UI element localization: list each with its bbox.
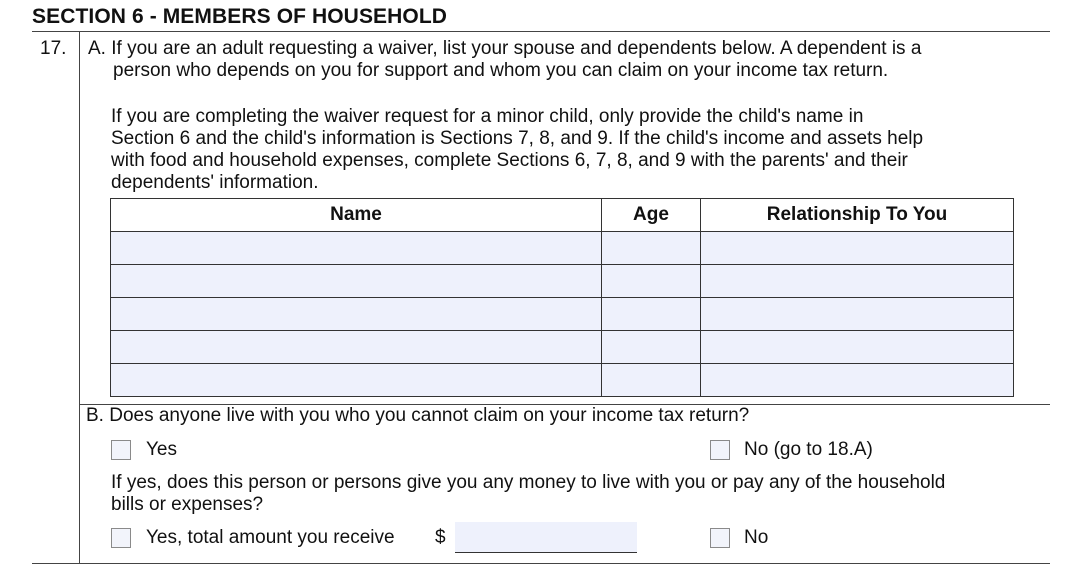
question-number: 17. (40, 38, 67, 59)
age-cell (602, 265, 701, 298)
age-cell (602, 298, 701, 331)
table-header-row (111, 199, 1014, 232)
no-money-checkbox[interactable] (710, 528, 730, 548)
age-input[interactable] (602, 298, 700, 330)
follow-up-question-line-1: If yes, does this person or persons give you any money to live with you or pay any of the household (111, 472, 946, 493)
section-title-rule (32, 31, 1050, 32)
name-input[interactable] (111, 298, 601, 330)
column-header-name: Name (111, 199, 602, 232)
age-cell (602, 364, 701, 397)
part-a-paragraph-line: dependents' information. (111, 172, 319, 193)
question-number-divider (79, 31, 80, 564)
table-row (111, 298, 1014, 331)
part-a-paragraph-line: with food and household expenses, complete Sections 6, 7, 8, and 9 with the parents' and their (111, 150, 908, 171)
name-cell (111, 364, 602, 397)
name-cell (111, 298, 602, 331)
table-row (111, 331, 1014, 364)
part-a-line-2: person who depends on you for support and whom you can claim on your income tax return. (113, 60, 889, 81)
age-cell (602, 232, 701, 265)
name-input[interactable] (111, 364, 601, 396)
follow-up-question-line-2: bills or expenses? (111, 494, 264, 515)
yes-label: Yes (146, 439, 177, 460)
column-header-age: Age (602, 199, 701, 232)
part-a-paragraph-line: Section 6 and the child's information is Sections 7, 8, and 9. If the child's income and assets help (111, 128, 924, 149)
relationship-input[interactable] (701, 364, 1013, 396)
relationship-input[interactable] (701, 331, 1013, 363)
name-input[interactable] (111, 331, 601, 363)
age-cell (602, 331, 701, 364)
name-cell (111, 265, 602, 298)
name-cell (111, 331, 602, 364)
table-row (111, 364, 1014, 397)
table-row (111, 232, 1014, 265)
no-checkbox[interactable] (710, 440, 730, 460)
age-input[interactable] (602, 331, 700, 363)
name-input[interactable] (111, 232, 601, 264)
age-input[interactable] (602, 265, 700, 297)
part-a-paragraph-line: If you are completing the waiver request for a minor child, only provide the child's name in (111, 106, 864, 127)
household-members-table (110, 198, 1014, 397)
name-cell (111, 232, 602, 265)
amount-received-field[interactable] (455, 522, 637, 553)
relationship-input[interactable] (701, 232, 1013, 264)
part-a-line-1: A. If you are an adult requesting a waiver, list your spouse and dependents below. A dependent is a (88, 38, 922, 59)
relationship-input[interactable] (701, 265, 1013, 297)
relationship-cell (701, 331, 1014, 364)
relationship-cell (701, 232, 1014, 265)
relationship-cell (701, 298, 1014, 331)
relationship-cell (701, 265, 1014, 298)
yes-amount-checkbox[interactable] (111, 528, 131, 548)
no-money-label: No (744, 527, 769, 548)
yes-amount-label: Yes, total amount you receive (146, 527, 395, 548)
no-label: No (go to 18.A) (744, 439, 873, 460)
part-b-question: B. Does anyone live with you who you cannot claim on your income tax return? (86, 405, 750, 426)
age-input[interactable] (602, 364, 700, 396)
name-input[interactable] (111, 265, 601, 297)
age-input[interactable] (602, 232, 700, 264)
relationship-input[interactable] (701, 298, 1013, 330)
yes-checkbox[interactable] (111, 440, 131, 460)
part-a-paragraph-2 (111, 106, 923, 194)
relationship-cell (701, 364, 1014, 397)
column-header-relationship: Relationship To You (701, 199, 1014, 232)
dollar-sign: $ (435, 527, 446, 548)
table-row (111, 265, 1014, 298)
section-title: SECTION 6 - MEMBERS OF HOUSEHOLD (32, 5, 448, 28)
